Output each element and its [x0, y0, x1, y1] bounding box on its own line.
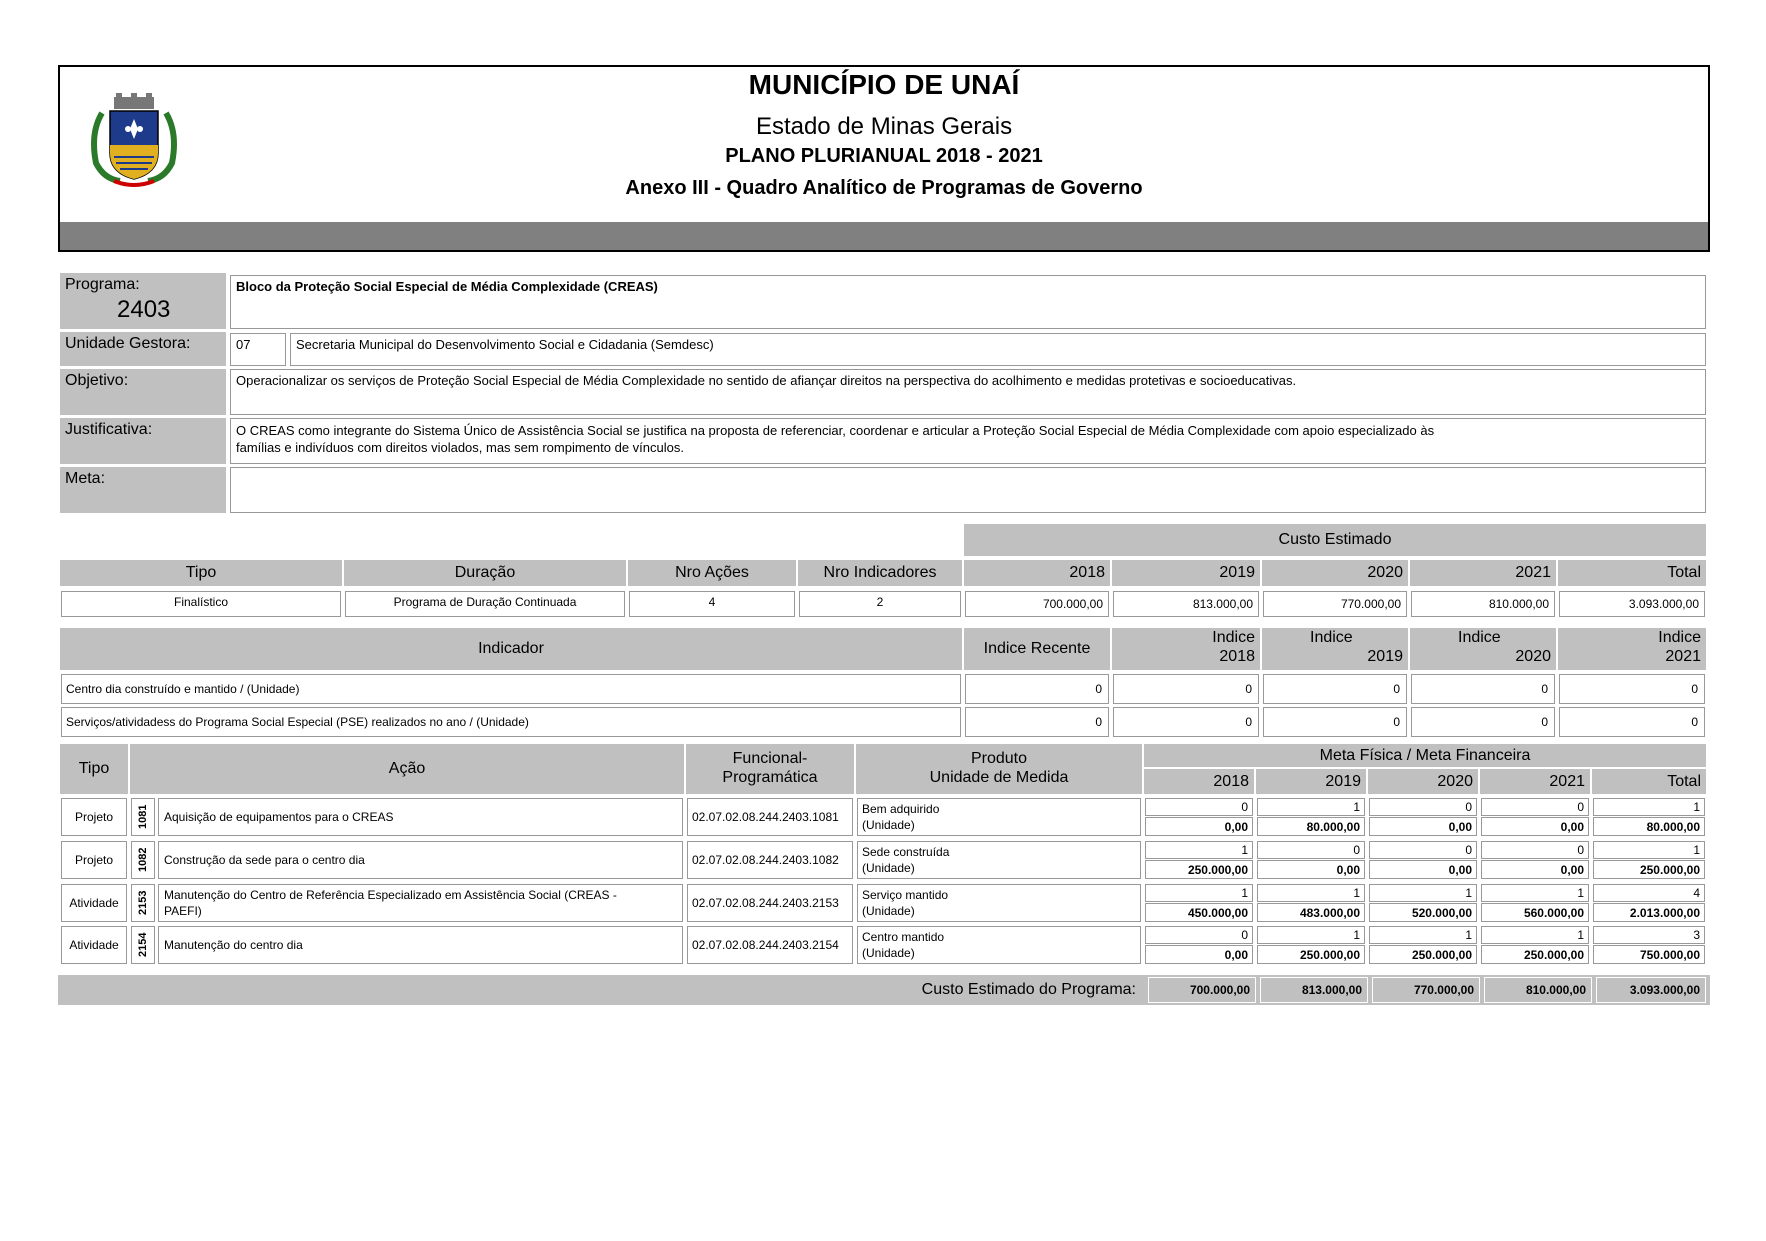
indicator-row-1-2021: 0	[1559, 674, 1705, 704]
indicator-recent-header: Indice Recente	[964, 628, 1110, 670]
action-row-2-meta-financeira-2018: 250.000,00	[1145, 860, 1253, 879]
summary-2021: 810.000,00	[1411, 591, 1555, 617]
objective-label: Objetivo:	[60, 369, 226, 415]
summary-indicadores: 2	[799, 591, 961, 617]
total-2021: 810.000,00	[1484, 977, 1592, 1003]
municipality-title: MUNICÍPIO DE UNAÍ	[748, 69, 1020, 100]
unit-name: Secretaria Municipal do Desenvolvimento Social e Cidadania (Semdesc)	[290, 333, 1706, 366]
action-row-4-acao: Manutenção do centro dia	[158, 926, 683, 964]
unit-code: 07	[230, 333, 286, 366]
action-row-1-meta-financeira-2019: 80.000,00	[1257, 817, 1365, 836]
action-row-2-meta-financeira-2020: 0,00	[1369, 860, 1477, 879]
program-name: Bloco da Proteção Social Especial de Média Complexidade (CREAS)	[230, 275, 1706, 329]
action-row-1-meta-fisica-2019: 1	[1257, 798, 1365, 816]
action-row-4-code: 2154	[131, 926, 155, 964]
indicator-row-1-2018: 0	[1113, 674, 1259, 704]
program-label: Programa:	[65, 276, 140, 293]
action-row-2-produto-unit: (Unidade)	[862, 861, 915, 875]
indicator-row-2-name: Serviços/atividadess do Programa Social Especial (PSE) realizados no ano / (Unidade)	[61, 707, 961, 737]
action-row-4-meta-fisica-2020: 1	[1369, 926, 1477, 944]
action-row-2-meta-financeira-2019: 0,00	[1257, 860, 1365, 879]
summary-2019: 813.000,00	[1113, 591, 1259, 617]
action-row-1-meta-financeira-2021: 0,00	[1481, 817, 1589, 836]
action-row-1-produto	[857, 798, 1141, 836]
summary-2018: 700.000,00	[965, 591, 1109, 617]
action-row-4-meta-fisica-2021: 1	[1481, 926, 1589, 944]
summary-acoes: 4	[629, 591, 795, 617]
summary-h-2020: 2020	[1262, 560, 1408, 586]
action-h-total: Total	[1592, 769, 1706, 794]
plan-title: PLANO PLURIANUAL 2018 - 2021	[725, 145, 1043, 167]
action-row-2-meta-fisica-2018: 1	[1145, 841, 1253, 859]
action-row-3-meta-fisica-2018: 1	[1145, 884, 1253, 902]
action-row-3-meta-financeira-2020: 520.000,00	[1369, 903, 1477, 922]
municipal-coat-of-arms-icon	[84, 93, 184, 189]
action-row-2-meta-fisica-2019: 0	[1257, 841, 1365, 859]
action-row-4-produto	[857, 926, 1141, 964]
action-row-1-meta-financeira-2018: 0,00	[1145, 817, 1253, 836]
action-row-3-produto	[857, 884, 1141, 922]
action-row-1-tipo: Projeto	[61, 798, 127, 836]
action-row-1-meta-fisica-2020: 0	[1369, 798, 1477, 816]
total-label: Custo Estimado do Programa:	[921, 981, 1136, 998]
objective-text: Operacionalizar os serviços de Proteção Social Especial de Média Complexidade no sentido de afiançar direitos na perspectiva do acolhimento e medidas protetivas e socioeducativas.	[230, 369, 1706, 415]
action-row-3-meta-fisica-total: 4	[1593, 884, 1705, 902]
action-row-4-funcional: 02.07.02.08.244.2403.2154	[687, 926, 853, 964]
action-row-4-meta-fisica-total: 3	[1593, 926, 1705, 944]
action-h-prod-line2: Unidade de Medida	[929, 769, 1069, 786]
total-2020: 770.000,00	[1372, 977, 1480, 1003]
action-row-4-meta-financeira-2018: 0,00	[1145, 945, 1253, 964]
action-row-2-tipo: Projeto	[61, 841, 127, 879]
action-h-2018: 2018	[1144, 769, 1254, 794]
indicator-row-2-2020: 0	[1411, 707, 1555, 737]
header-bar	[60, 222, 1708, 250]
summary-h-2018: 2018	[964, 560, 1110, 586]
indicator-h-label: Indice	[1310, 629, 1353, 646]
action-row-1-meta-fisica-2021: 0	[1481, 798, 1589, 816]
action-row-3-produto-name: Serviço mantido	[862, 888, 949, 902]
action-row-3-acao-line2: PAEFI)	[164, 904, 202, 918]
action-row-3-meta-fisica-2019: 1	[1257, 884, 1365, 902]
action-row-3-meta-fisica-2021: 1	[1481, 884, 1589, 902]
action-row-3-acao-line1: Manutenção do Centro de Referência Especializado em Assistência Social (CREAS -	[164, 888, 617, 902]
action-h-2020: 2020	[1368, 769, 1478, 794]
indicator-row-2-2021: 0	[1559, 707, 1705, 737]
action-row-1-meta-financeira-2020: 0,00	[1369, 817, 1477, 836]
summary-h-2021: 2021	[1410, 560, 1556, 586]
indicator-row-1-recent: 0	[965, 674, 1109, 704]
program-label-cell	[60, 273, 226, 329]
action-row-2-meta-fisica-total: 1	[1593, 841, 1705, 859]
action-row-1-meta-fisica-2018: 0	[1145, 798, 1253, 816]
indicator-h-2021	[1558, 628, 1706, 670]
indicator-row-1-2020: 0	[1411, 674, 1555, 704]
action-row-4-meta-financeira-2019: 250.000,00	[1257, 945, 1365, 964]
action-row-4-meta-financeira-2021: 250.000,00	[1481, 945, 1589, 964]
indicator-h-2018	[1112, 628, 1260, 670]
indicator-h-year: 2019	[1367, 648, 1403, 665]
summary-h-total: Total	[1558, 560, 1706, 586]
indicator-row-1-2019: 0	[1263, 674, 1407, 704]
report-header	[58, 65, 1710, 252]
justification-text	[230, 418, 1706, 464]
action-row-3-funcional: 02.07.02.08.244.2403.2153	[687, 884, 853, 922]
summary-total: 3.093.000,00	[1559, 591, 1705, 617]
action-row-2-acao: Construção da sede para o centro dia	[158, 841, 683, 879]
total-2018: 700.000,00	[1148, 977, 1256, 1003]
indicator-h-2019	[1262, 628, 1408, 670]
action-h-funcional	[686, 744, 854, 794]
action-row-4-meta-fisica-2018: 0	[1145, 926, 1253, 944]
action-row-2-produto-name: Sede construída	[862, 845, 950, 859]
action-row-3-meta-financeira-2019: 483.000,00	[1257, 903, 1365, 922]
indicator-row-2-recent: 0	[965, 707, 1109, 737]
summary-h-duracao: Duração	[344, 560, 626, 586]
action-row-3-meta-financeira-2021: 560.000,00	[1481, 903, 1589, 922]
action-row-4-meta-financeira-2020: 250.000,00	[1369, 945, 1477, 964]
action-row-4-produto-unit: (Unidade)	[862, 946, 915, 960]
action-h-tipo: Tipo	[60, 744, 128, 794]
action-row-2-meta-fisica-2020: 0	[1369, 841, 1477, 859]
summary-h-2019: 2019	[1112, 560, 1260, 586]
action-row-3-produto-unit: (Unidade)	[862, 904, 915, 918]
action-h-2021: 2021	[1480, 769, 1590, 794]
action-row-1-code: 1081	[131, 798, 155, 836]
action-row-3-meta-financeira-total: 2.013.000,00	[1593, 903, 1705, 922]
indicator-header: Indicador	[60, 628, 962, 670]
action-row-2-funcional: 02.07.02.08.244.2403.1082	[687, 841, 853, 879]
action-row-2-produto	[857, 841, 1141, 879]
action-h-produto	[856, 744, 1142, 794]
indicator-h-label: Indice	[1658, 629, 1701, 646]
action-row-2-meta-financeira-2021: 0,00	[1481, 860, 1589, 879]
summary-2020: 770.000,00	[1263, 591, 1407, 617]
total-2019: 813.000,00	[1260, 977, 1368, 1003]
indicator-h-2020	[1410, 628, 1556, 670]
indicator-h-year: 2018	[1219, 648, 1255, 665]
action-h-func-line1: Funcional-	[732, 750, 808, 767]
indicator-h-year: 2020	[1515, 648, 1551, 665]
action-row-3-tipo: Atividade	[61, 884, 127, 922]
action-row-4-tipo: Atividade	[61, 926, 127, 964]
action-h-prod-line1: Produto	[970, 750, 1028, 767]
action-row-3-meta-fisica-2020: 1	[1369, 884, 1477, 902]
action-row-4-meta-financeira-total: 750.000,00	[1593, 945, 1705, 964]
summary-h-tipo: Tipo	[60, 560, 342, 586]
goal-label: Meta:	[60, 467, 226, 513]
unit-label: Unidade Gestora:	[60, 332, 226, 366]
action-row-3-meta-financeira-2018: 450.000,00	[1145, 903, 1253, 922]
total-all: 3.093.000,00	[1596, 977, 1706, 1003]
cost-header: Custo Estimado	[964, 524, 1706, 556]
justification-line2: famílias e indivíduos com direitos violados, mas sem rompimento de vínculos.	[236, 440, 684, 455]
indicator-h-label: Indice	[1458, 629, 1501, 646]
goal-text	[230, 467, 1706, 513]
indicator-row-2-2018: 0	[1113, 707, 1259, 737]
action-row-4-meta-fisica-2019: 1	[1257, 926, 1365, 944]
action-h-acao: Ação	[130, 744, 684, 794]
action-h-meta: Meta Física / Meta Financeira	[1144, 744, 1706, 767]
action-row-1-acao: Aquisição de equipamentos para o CREAS	[158, 798, 683, 836]
annex-title: Anexo III - Quadro Analítico de Programas de Governo	[625, 177, 1143, 199]
action-row-2-meta-fisica-2021: 0	[1481, 841, 1589, 859]
action-row-1-meta-fisica-total: 1	[1593, 798, 1705, 816]
justification-line1: O CREAS como integrante do Sistema Único de Assistência Social se justifica na proposta de referenciar, coordenar e articular a Proteção Social Especial de Média Complexidade com apoio especializado às	[236, 423, 1435, 438]
indicator-row-1-name: Centro dia construído e mantido / (Unidade)	[61, 674, 961, 704]
summary-duracao: Programa de Duração Continuada	[345, 591, 625, 617]
action-row-1-produto-name: Bem adquirido	[862, 802, 940, 816]
action-row-1-funcional: 02.07.02.08.244.2403.1081	[687, 798, 853, 836]
justification-label: Justificativa:	[60, 418, 226, 464]
state-title: Estado de Minas Gerais	[755, 113, 1013, 140]
action-row-4-produto-name: Centro mantido	[862, 930, 945, 944]
program-code: 2403	[117, 296, 171, 323]
indicator-row-2-2019: 0	[1263, 707, 1407, 737]
action-row-2-code: 1082	[131, 841, 155, 879]
summary-h-acoes: Nro Ações	[628, 560, 796, 586]
action-row-3-code: 2153	[131, 884, 155, 922]
summary-h-indicadores: Nro Indicadores	[798, 560, 962, 586]
summary-tipo: Finalístico	[61, 591, 341, 617]
indicator-h-label: Indice	[1212, 629, 1255, 646]
indicator-h-year: 2021	[1665, 648, 1701, 665]
action-h-2019: 2019	[1256, 769, 1366, 794]
action-row-2-meta-financeira-total: 250.000,00	[1593, 860, 1705, 879]
action-h-func-line2: Programática	[722, 769, 818, 786]
action-row-1-meta-financeira-total: 80.000,00	[1593, 817, 1705, 836]
action-row-3-acao	[158, 884, 683, 922]
action-row-1-produto-unit: (Unidade)	[862, 818, 915, 832]
